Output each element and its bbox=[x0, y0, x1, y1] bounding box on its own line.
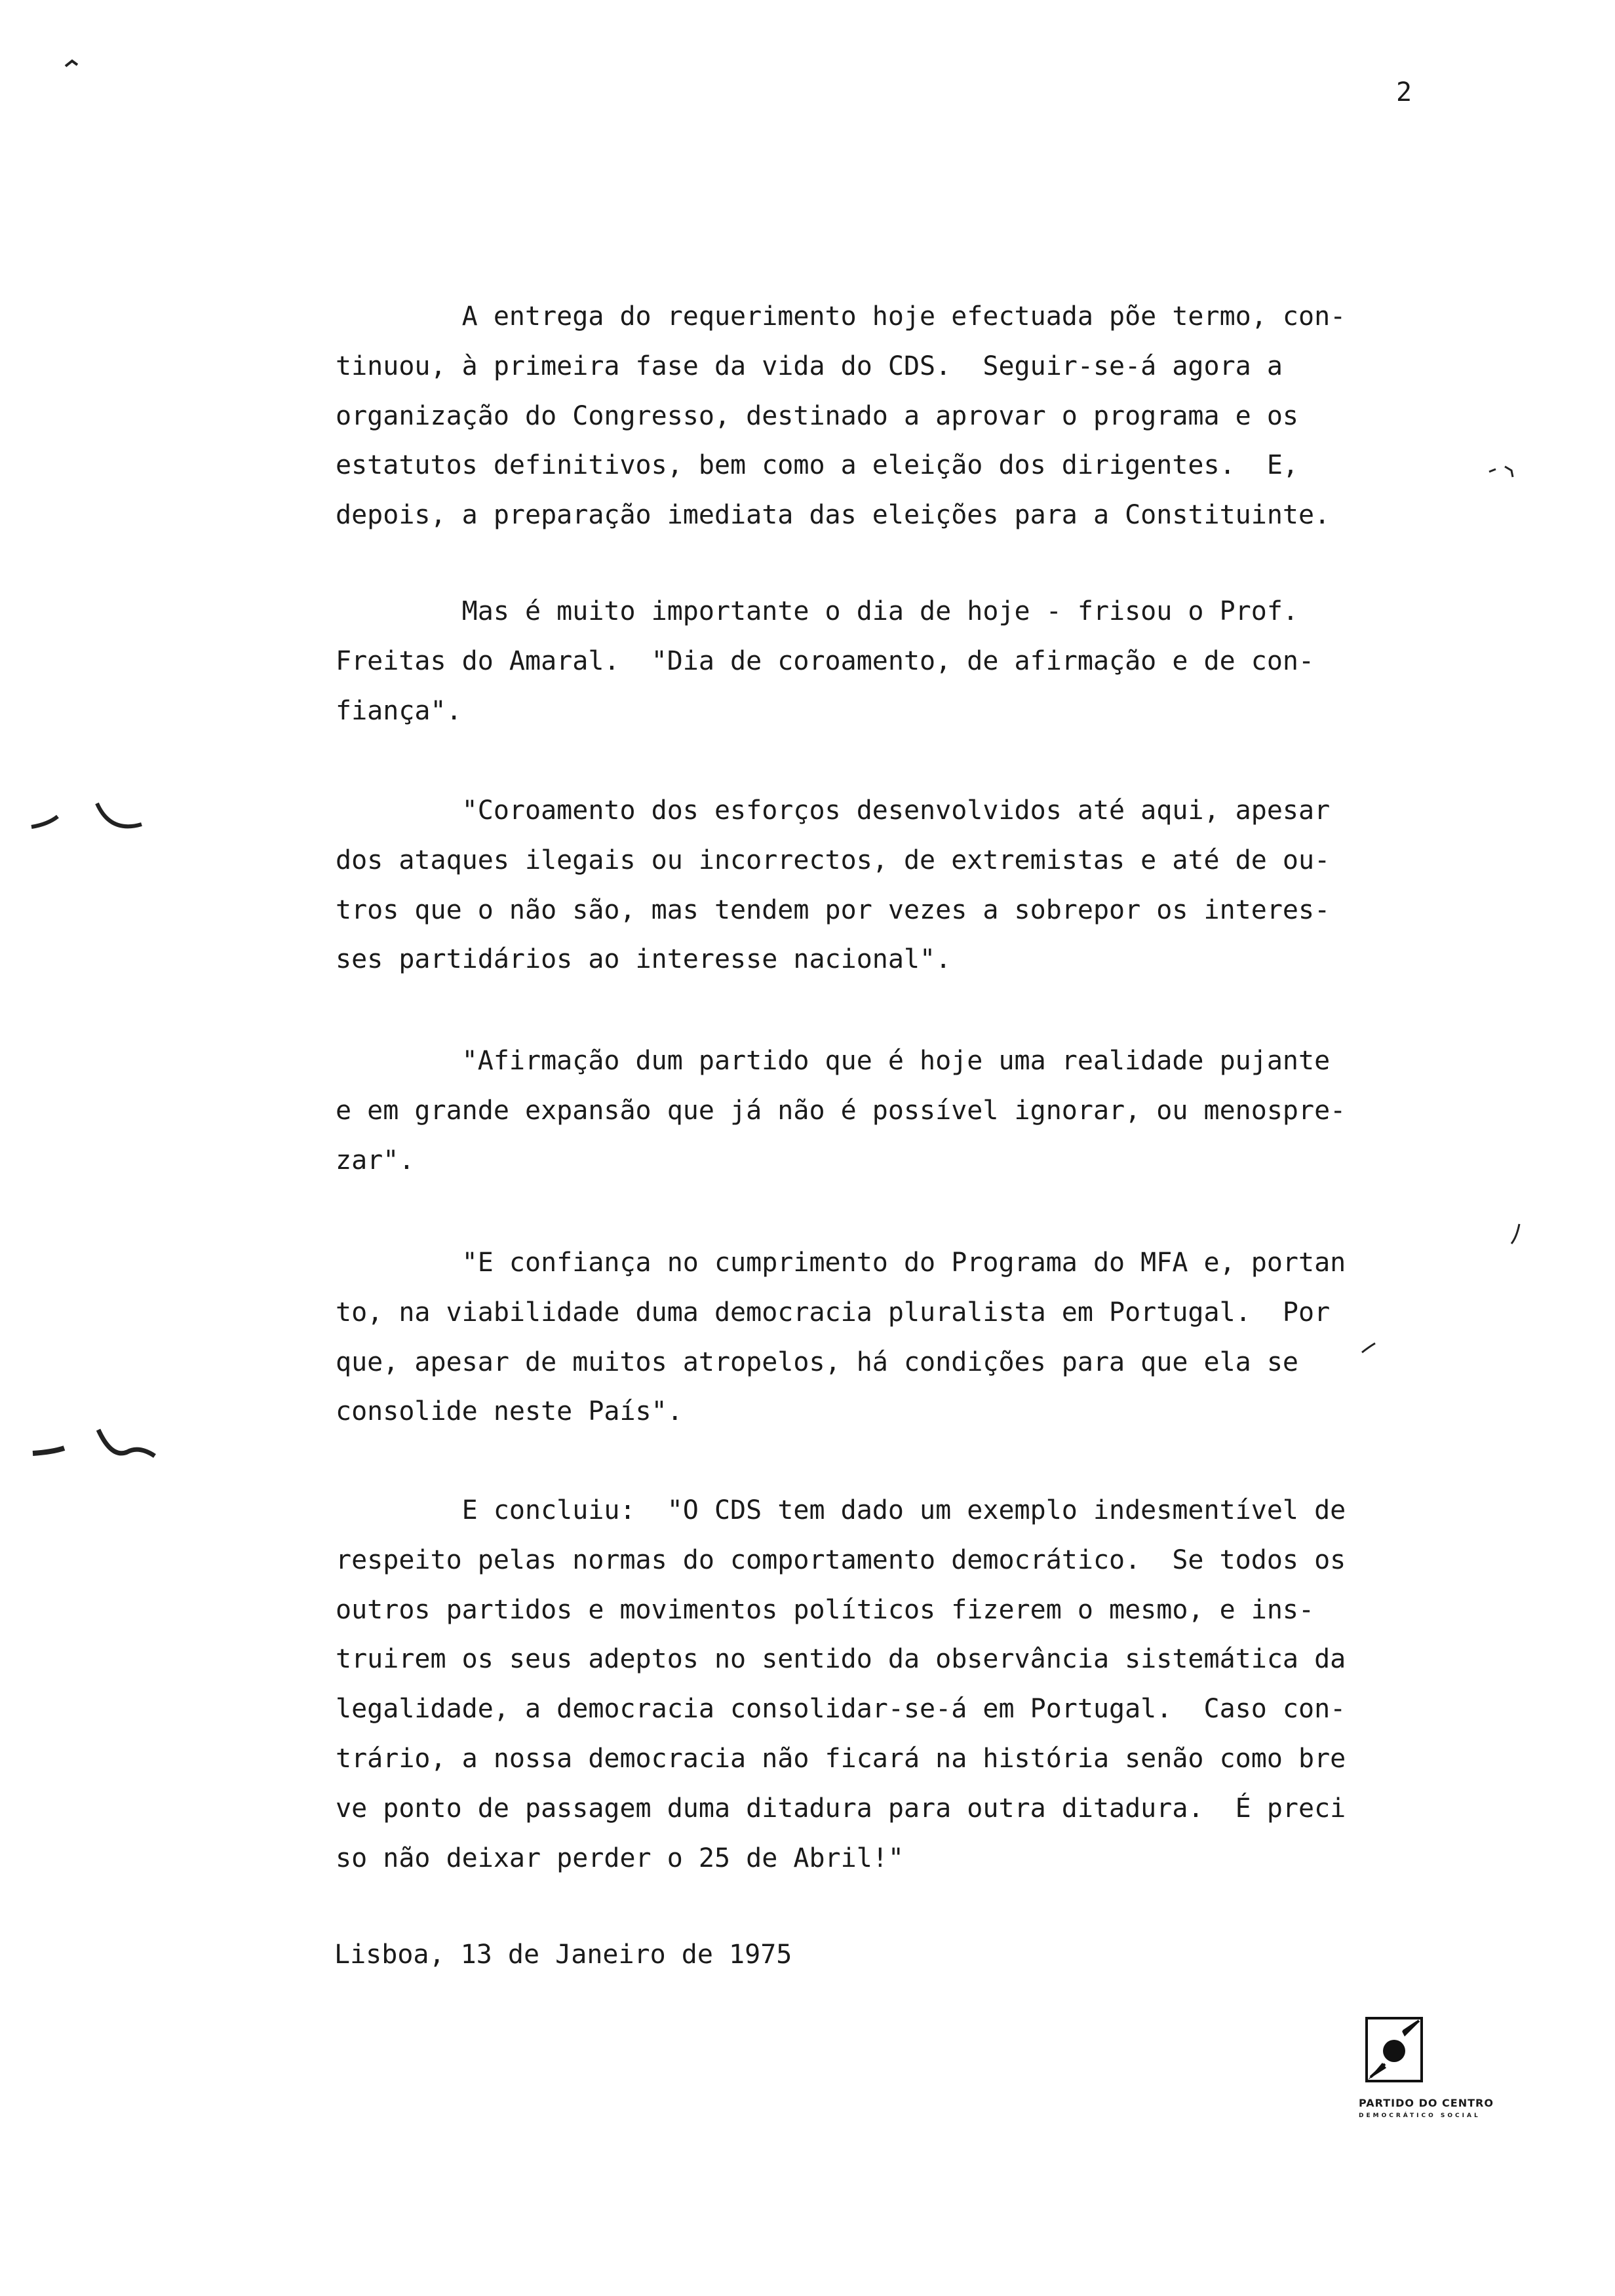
text-line: trário, a nossa democracia não ficará na história senão como bre bbox=[336, 1743, 1346, 1774]
text-line: zar". bbox=[336, 1145, 415, 1176]
paragraph bbox=[336, 587, 1404, 736]
text-line: e em grande expansão que já não é possível ignorar, ou menospre- bbox=[336, 1095, 1346, 1126]
text-line: fiança". bbox=[336, 695, 462, 726]
text-line: respeito pelas normas do comportamento democrático. Se todos os bbox=[336, 1544, 1346, 1575]
text-line: truirem os seus adeptos no sentido da observância sistemática da bbox=[336, 1644, 1346, 1675]
text-line: tros que o não são, mas tendem por vezes a sobrepor os interes- bbox=[336, 894, 1331, 925]
text-line: A entrega do requerimento hoje efectuada põe termo, con- bbox=[336, 301, 1346, 332]
logo-subtitle: DEMOCRÁTICO SOCIAL bbox=[1359, 2113, 1481, 2119]
text-line: Freitas do Amaral. "Dia de coroamento, de afirmação e de con- bbox=[336, 645, 1315, 676]
text-line: tinuou, à primeira fase da vida do CDS. Seguir-se-á agora a bbox=[336, 351, 1283, 381]
text-line: depois, a preparação imediata das eleições para a Constituinte. bbox=[336, 500, 1331, 531]
cds-logo-emblem bbox=[1365, 2017, 1423, 2082]
text-line: Mas é muito importante o dia de hoje - frisou o Prof. bbox=[336, 596, 1299, 626]
paragraph bbox=[336, 1238, 1404, 1437]
paragraph bbox=[336, 786, 1404, 985]
cds-logo bbox=[1359, 2017, 1542, 2135]
text-line: so não deixar perder o 25 de Abril!" bbox=[336, 1843, 904, 1873]
text-line: "Afirmação dum partido que é hoje uma realidade pujante bbox=[336, 1046, 1331, 1076]
text-line: dos ataques ilegais ou incorrectos, de extremistas e até de ou- bbox=[336, 845, 1331, 875]
text-line: que, apesar de muitos atropelos, há condições para que ela se bbox=[336, 1347, 1299, 1377]
page-number: 2 bbox=[1396, 77, 1412, 107]
date-signoff: Lisboa, 13 de Janeiro de 1975 bbox=[334, 1940, 792, 1970]
paragraph bbox=[336, 1486, 1404, 1883]
logo-name: PARTIDO DO CENTRO bbox=[1359, 2097, 1494, 2109]
text-line: outros partidos e movimentos políticos fizerem o mesmo, e ins- bbox=[336, 1594, 1315, 1625]
text-line: "E confiança no cumprimento do Programa do MFA e, portan bbox=[336, 1248, 1346, 1278]
text-line: legalidade, a democracia consolidar-se-á em Portugal. Caso con- bbox=[336, 1694, 1346, 1725]
text-line: "Coroamento dos esforços desenvolvidos até aqui, apesar bbox=[336, 795, 1331, 826]
text-line: organização do Congresso, destinado a aprovar o programa e os bbox=[336, 400, 1299, 431]
text-line: consolide neste País". bbox=[336, 1396, 683, 1427]
text-line: ses partidários ao interesse nacional". bbox=[336, 944, 952, 975]
text-line: ve ponto de passagem duma ditadura para outra ditadura. É preci bbox=[336, 1793, 1346, 1824]
text-line: to, na viabilidade duma democracia pluralista em Portugal. Por bbox=[336, 1297, 1331, 1328]
text-line: E concluiu: "O CDS tem dado um exemplo indesmentível de bbox=[336, 1495, 1346, 1525]
text-line: estatutos definitivos, bem como a eleição dos dirigentes. E, bbox=[336, 450, 1299, 481]
paragraph bbox=[336, 1037, 1404, 1185]
paragraph bbox=[336, 292, 1404, 541]
